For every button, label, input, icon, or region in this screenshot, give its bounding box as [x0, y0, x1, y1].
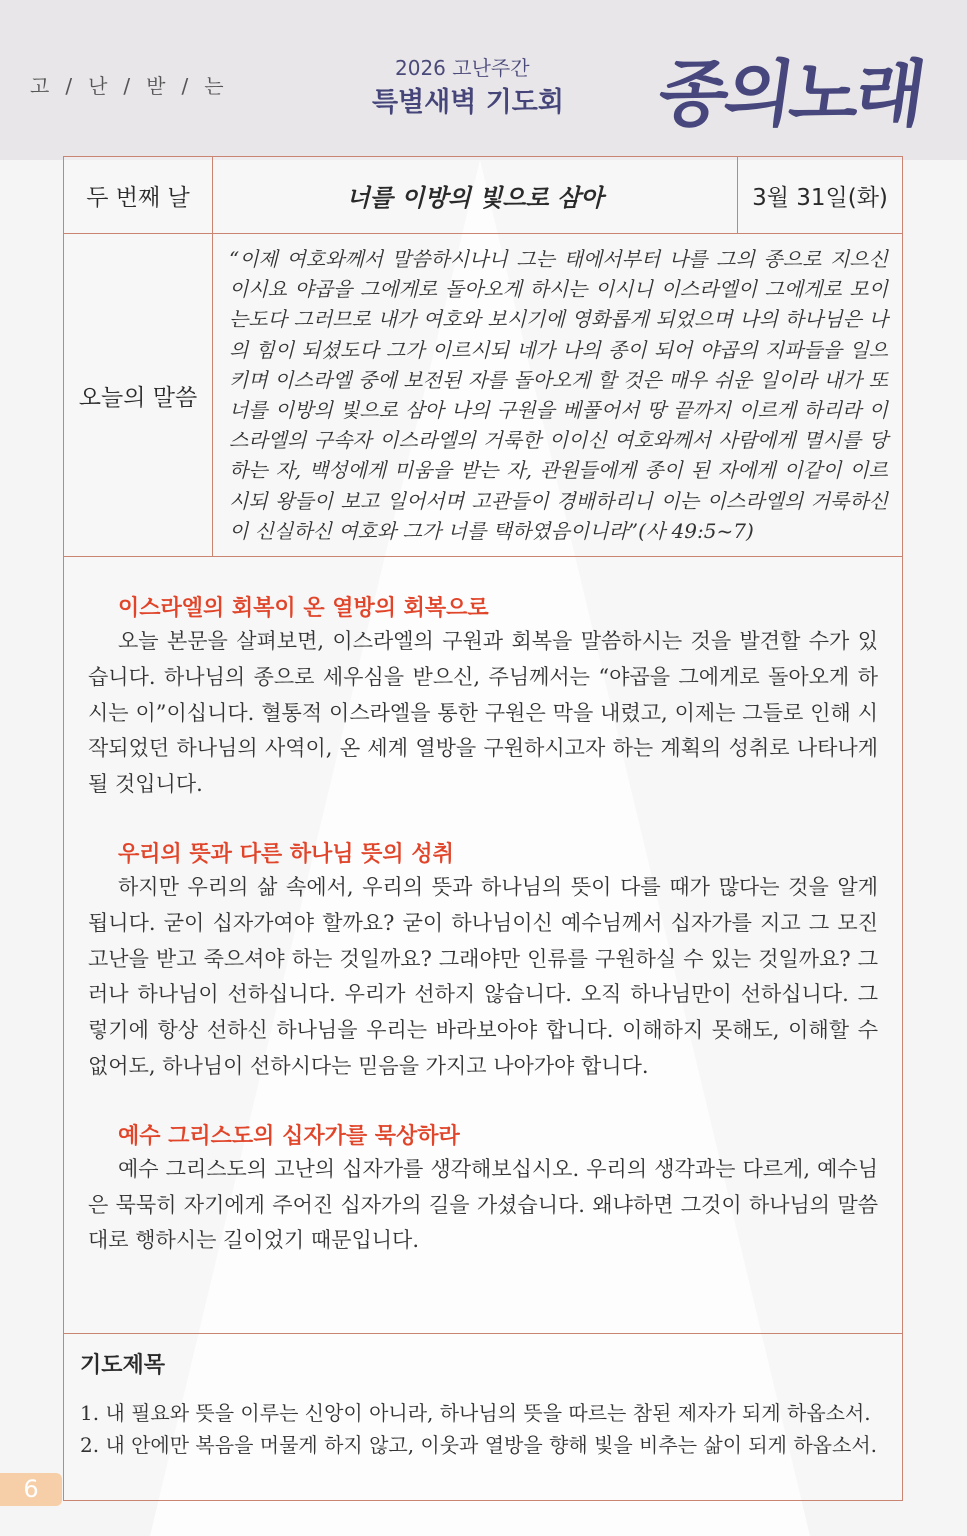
header-subtitle: 2026 고난주간 [395, 56, 530, 80]
section-text: 예수 그리스도의 고난의 십자가를 생각해보십시오. 우리의 생각과는 다르게, 예수님은 묵묵히 자기에게 주어진 십자가의 길을 가셨습니다. 왜냐하면 그것이 하나님의 말씀대로 행하시는 길이었기 때문입니다. [88, 1156, 878, 1253]
page-header [0, 0, 967, 160]
prayer-section [64, 1334, 903, 1501]
scripture-label: 오늘의 말씀 [64, 234, 213, 557]
page-number: 6 [0, 1473, 62, 1506]
series-char: 받 [146, 74, 168, 98]
series-sep: / [65, 74, 75, 98]
prayer-item: 1. 내 필요와 뜻을 이루는 신앙이 아니라, 하나님의 뜻을 따르는 참된 제자가 되게 하옵소서. [80, 1401, 871, 1426]
header-title: 특별새벽 기도회 [372, 87, 564, 118]
prayer-heading: 기도제목 [80, 1353, 166, 1379]
scripture-text: “이제 여호와께서 말씀하시나니 그는 태에서부터 나를 그의 종으로 지으신 이시요 야곱을 그에게로 돌아오게 하시는 이시니 이스라엘이 그에게로 모이는도다 그러므로 내가 여호와 보시기에 영화롭게 되었으며 나의 하나님은 나의 힘이 되셨도다 그가 이르시되 네가 나의 종이 되어 야곱의 지파들을 일으키며 이스라엘 중에 보전된 자를 돌아오게 할 것은 매우 쉬운 일이라 내가 또 너를 이방의 빛으로 삼아 나의 구원을 베풀어서 땅 끝까지 이르게 하리라 이스라엘의 구속자 이스라엘의 거룩한 이이신 여호와께서 사람에게 멸시를 당하는 자, 백성에게 미움을 받는 자, 관원들에게 종이 된 자에게 이같이 이르시되 왕들이 보고 일어서며 고관들이 경배하리니 이는 이스라엘의 거룩하신 이 신실하신 여호와 그가 너를 택하였음이니라”(사 49:5~7) [213, 234, 903, 557]
series-title [30, 70, 240, 99]
day-title: 너를 이방의 빛으로 삼아 [213, 157, 738, 234]
section-text: 오늘 본문을 살펴보면, 이스라엘의 구원과 회복을 말씀하시는 것을 발견할 수가 있습니다. 하나님의 종으로 세우심을 받으신, 주님께서는 “야곱을 그에게로 돌아오게 하시는 이”이십니다. 혈통적 이스라엘을 통한 구원은 막을 내렸고, 이제는 그들로 인해 시작되었던 하나님의 사역이, 온 세계 열방을 구원하시고자 하는 계획의 성취로 나타나게 될 것입니다. [88, 629, 878, 797]
devotional-table [63, 156, 903, 1501]
series-char: 는 [204, 74, 226, 98]
section-heading: 이스라엘의 회복이 온 열방의 회복으로 [118, 595, 489, 622]
calligraphy-logo: 종의노래 [653, 51, 928, 136]
prayer-item: 2. 내 안에만 복음을 머물게 하지 않고, 이웃과 열방을 향해 빛을 비추는 삶이 되게 하옵소서. [80, 1433, 877, 1458]
meditation-body [64, 557, 903, 1334]
series-sep: / [123, 74, 133, 98]
day-date: 3월 31일(화) [738, 157, 903, 234]
section-heading: 예수 그리스도의 십자가를 묵상하라 [118, 1122, 460, 1149]
series-char: 고 [30, 74, 52, 98]
series-sep: / [181, 74, 191, 98]
series-char: 난 [88, 74, 110, 98]
section-heading: 우리의 뜻과 다른 하나님 뜻의 성취 [118, 841, 454, 868]
day-label: 두 번째 날 [64, 157, 213, 234]
section-text: 하지만 우리의 삶 속에서, 우리의 뜻과 하나님의 뜻이 다를 때가 많다는 것을 알게 됩니다. 굳이 십자가여야 할까요? 굳이 하나님이신 예수님께서 십자가를 지고 그 모진 고난을 받고 죽으셔야 하는 것일까요? 그래야만 인류를 구원하실 수 있는 것일까요? 그러나 하나님이 선하십니다. 우리가 선하지 않습니다. 오직 하나님만이 선하십니다. 그렇기에 항상 선하신 하나님을 우리는 바라보아야 합니다. 이해하지 못해도, 이해할 수 없어도, 하나님이 선하시다는 믿음을 가지고 나아가야 합니다. [88, 875, 878, 1078]
